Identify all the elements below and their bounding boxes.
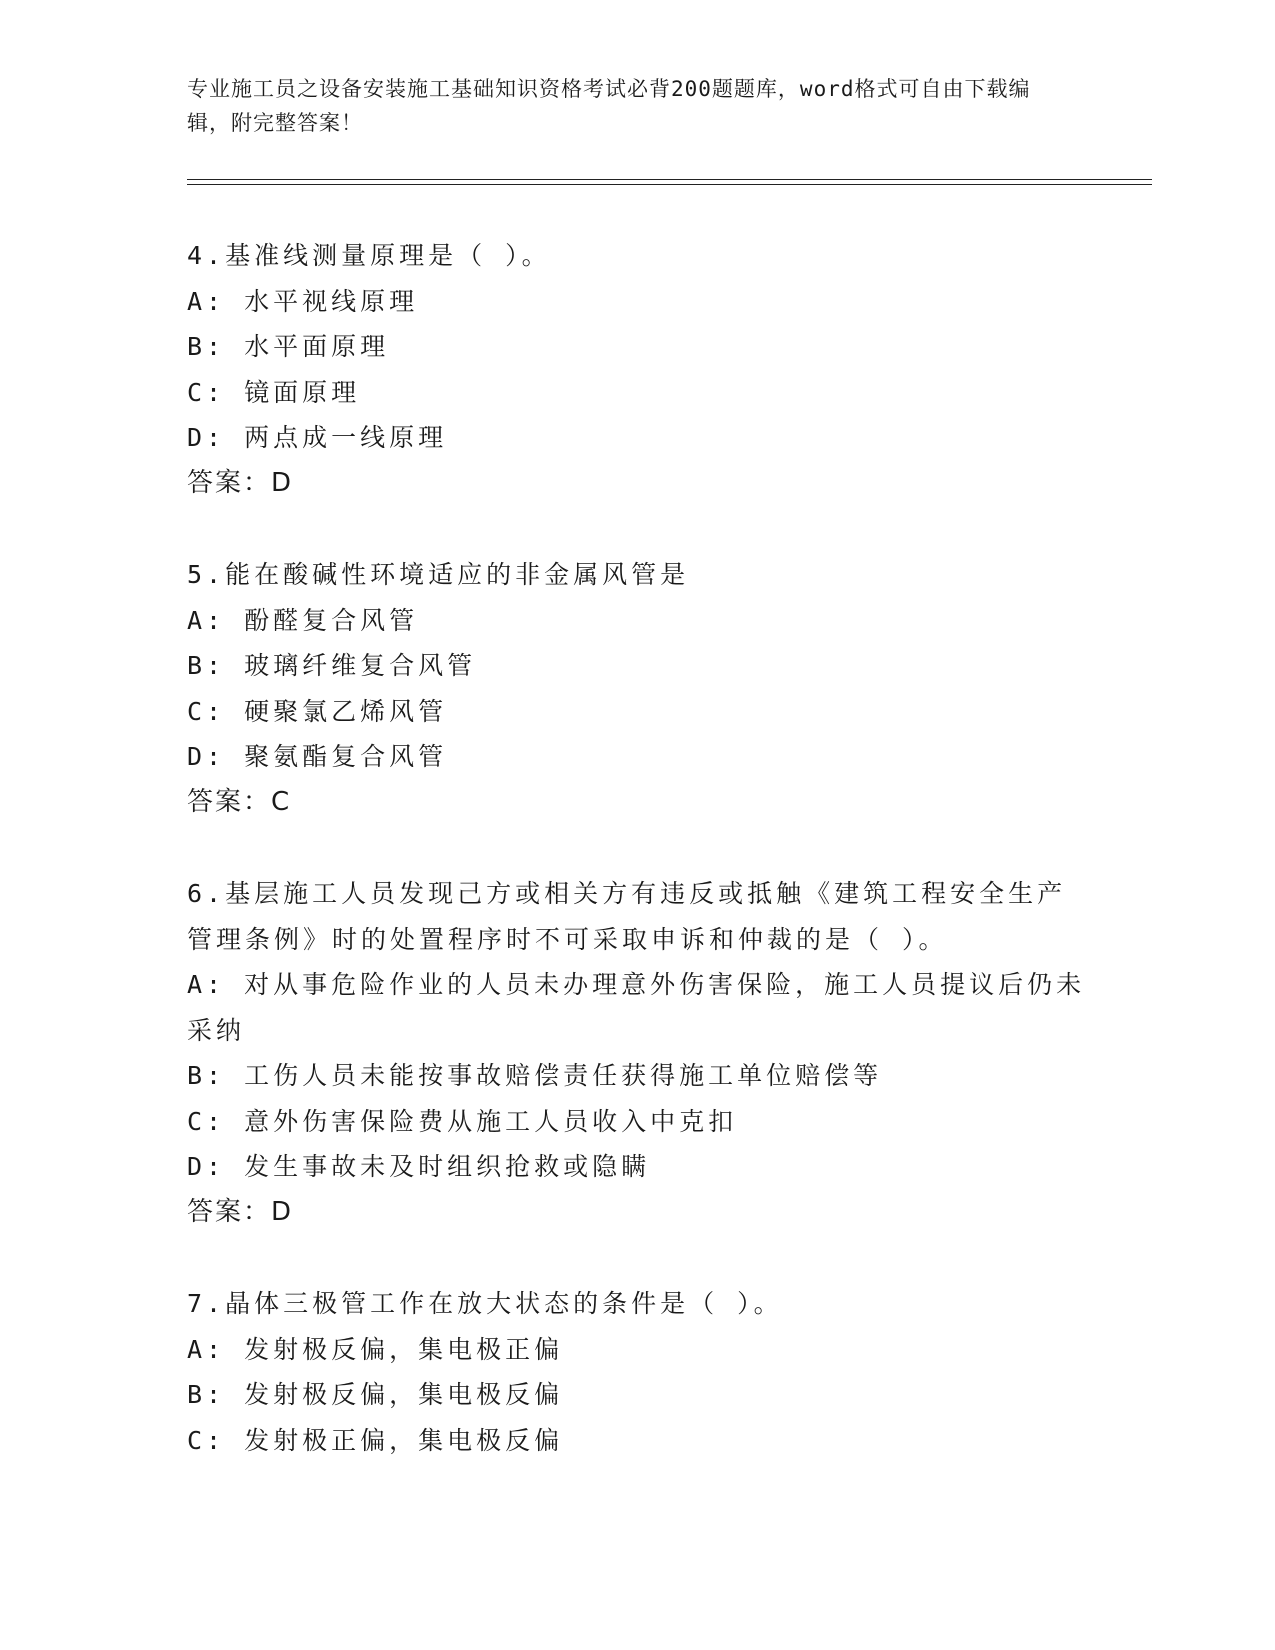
option-a: A: 水平视线原理 — [187, 286, 419, 316]
option-b: B: 玻璃纤维复合风管 — [187, 651, 477, 680]
option-b: B: 发射极反偏，集电极反偏 — [187, 1380, 564, 1409]
option-b: B: 水平面原理 — [187, 332, 390, 361]
option-a: A: 发射极反偏，集电极正偏 — [187, 1334, 564, 1364]
question-5 — [187, 552, 1087, 825]
question-stem: 5.能在酸碱性环境适应的非金属风管是 — [187, 560, 690, 589]
question-stem: 4.基准线测量原理是（ ）。 — [187, 241, 551, 270]
header-rule-top — [187, 179, 1152, 180]
option-c: C: 发射极正偏，集电极反偏 — [187, 1425, 564, 1455]
header-rule-bottom — [187, 184, 1152, 185]
option-c: C: 镜面原理 — [187, 377, 361, 407]
question-4 — [187, 233, 1087, 506]
option-d: D: 聚氨酯复合风管 — [187, 742, 448, 771]
option-c: C: 硬聚氯乙烯风管 — [187, 696, 448, 726]
answer-line: 答案：C — [187, 786, 292, 817]
option-d: D: 发生事故未及时组织抢救或隐瞒 — [187, 1152, 651, 1181]
question-7 — [187, 1281, 1087, 1463]
option-b: B: 工伤人员未能按事故赔偿责任获得施工单位赔偿等 — [187, 1061, 883, 1090]
question-6 — [187, 871, 1087, 1235]
answer-line: 答案：D — [187, 467, 294, 498]
question-stem: 7.晶体三极管工作在放大状态的条件是（ ）。 — [187, 1289, 783, 1318]
spacer — [187, 825, 1087, 871]
spacer — [187, 506, 1087, 552]
question-list — [187, 233, 1087, 1463]
question-stem: 6.基层施工人员发现己方或相关方有违反或抵触《建筑工程安全生产管理条例》时的处置程序时不可采取申诉和仲裁的是（ ）。 — [187, 879, 1067, 954]
option-c: C: 意外伤害保险费从施工人员收入中克扣 — [187, 1106, 738, 1136]
option-d: D: 两点成一线原理 — [187, 423, 448, 452]
option-a: A: 酚醛复合风管 — [187, 605, 419, 635]
answer-line: 答案：D — [187, 1196, 294, 1227]
document-header: 专业施工员之设备安装施工基础知识资格考试必背200题题库，word格式可自由下载编辑，附完整答案！ — [187, 77, 1031, 135]
option-a: A: 对从事危险作业的人员未办理意外伤害保险，施工人员提议后仍未采纳 — [187, 970, 1086, 1045]
spacer — [187, 1235, 1087, 1281]
